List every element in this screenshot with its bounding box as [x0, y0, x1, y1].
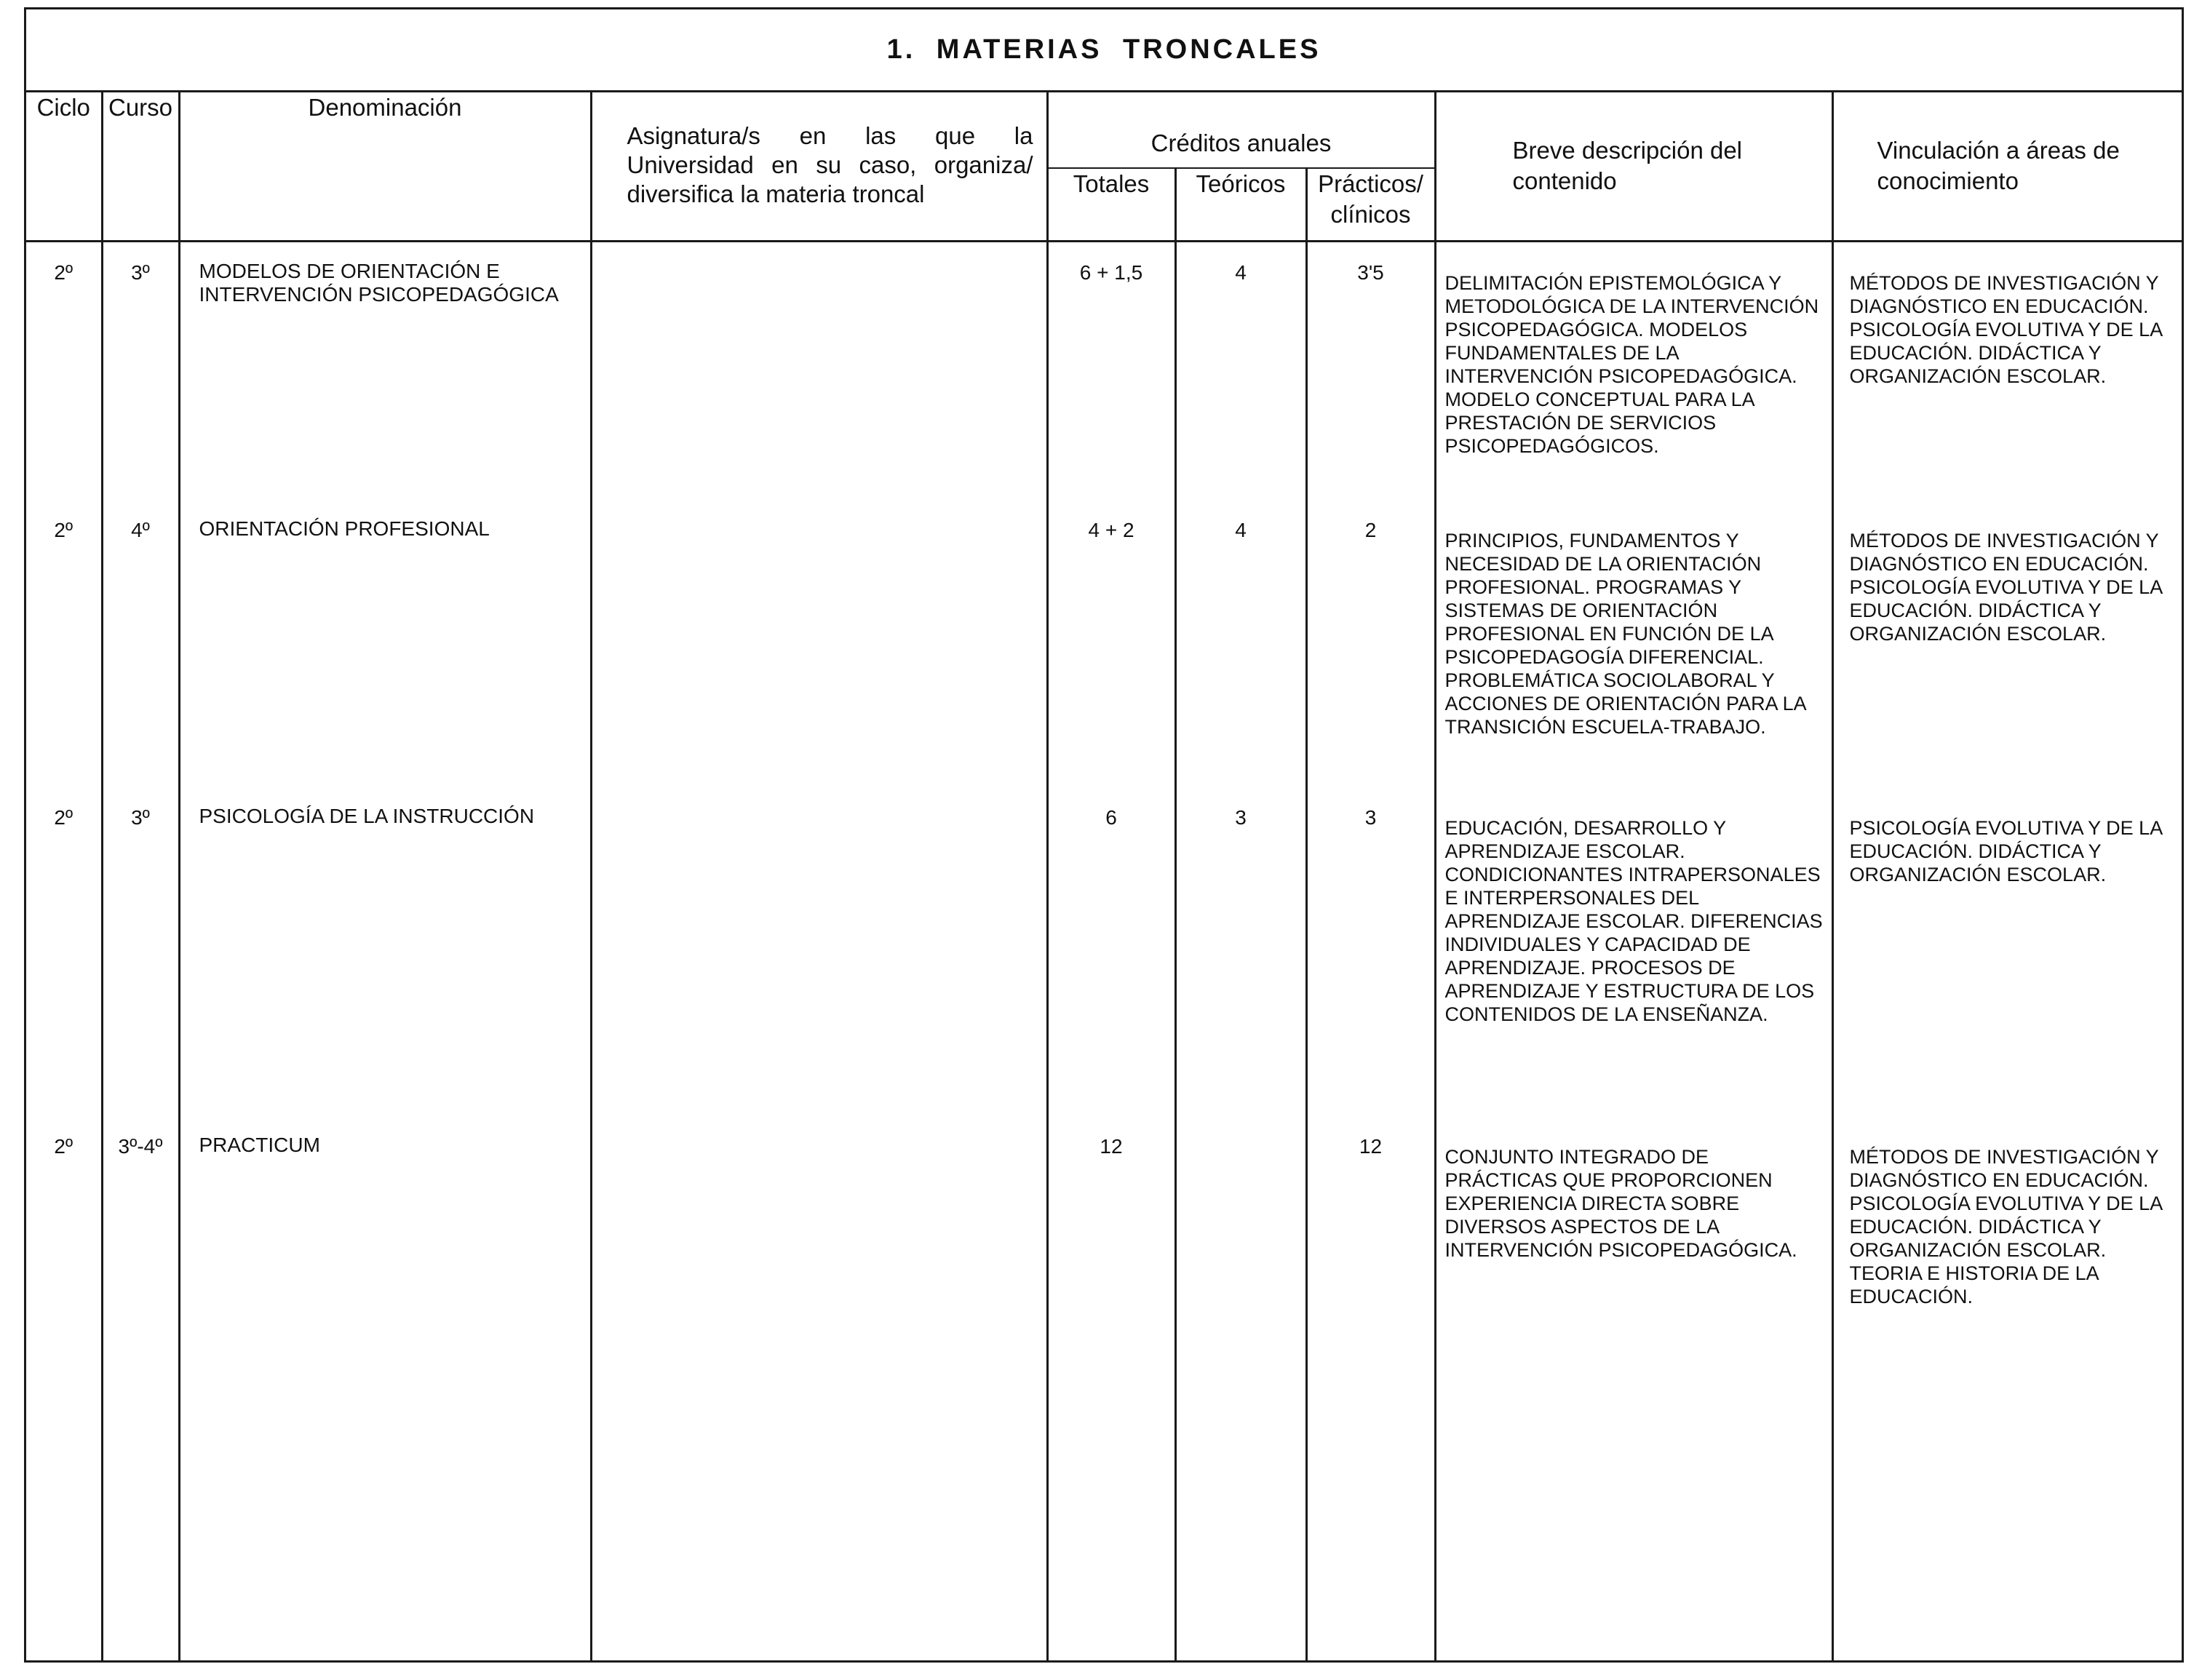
- cell-denominacion: ORIENTACIÓN PROFESIONAL: [179, 500, 591, 787]
- cell-asignatura: [591, 241, 1047, 500]
- cell-denominacion: PRACTICUM: [179, 1116, 591, 1660]
- page-title: 1. MATERIAS TRONCALES: [26, 9, 2182, 92]
- cell-practicos: 3: [1306, 787, 1435, 1116]
- cell-totales: 12: [1047, 1116, 1175, 1660]
- cell-totales: 6 + 1,5: [1047, 241, 1175, 500]
- cell-teoricos: 4: [1175, 241, 1306, 500]
- materias-troncales-form: [24, 7, 2184, 1663]
- table-row: [26, 787, 2182, 1116]
- cell-asignatura: [591, 500, 1047, 787]
- table-row: [26, 1116, 2182, 1660]
- cell-descripcion: PRINCIPIOS, FUNDAMENTOS Y NECESIDAD DE LA ORIENTACIÓN PROFESIONAL. PROGRAMAS Y SISTEMAS DE ORIENTACIÓN PROFESIONAL EN FUNCIÓN DE LA PSICOPEDAGOGÍA DIFERENCIAL. PROBLEMÁTICA SOCIOLABORAL Y ACCIONES DE ORIENTACIÓN PARA LA TRANSICIÓN ESCUELA-TRABAJO.: [1435, 500, 1832, 787]
- cell-teoricos: 4: [1175, 500, 1306, 787]
- cell-practicos: 12: [1306, 1116, 1435, 1660]
- cell-practicos: 2: [1306, 500, 1435, 787]
- cell-vinculacion: MÉTODOS DE INVESTIGACIÓN Y DIAGNÓSTICO EN EDUCACIÓN. PSICOLOGÍA EVOLUTIVA Y DE LA EDUCACIÓN. DIDÁCTICA Y ORGANIZACIÓN ESCOLAR.: [1832, 500, 2182, 787]
- cell-teoricos: 3: [1175, 787, 1306, 1116]
- header-ciclo: Ciclo: [26, 92, 102, 241]
- header-denominacion: Denominación: [179, 92, 591, 241]
- cell-asignatura: [591, 1116, 1047, 1660]
- cell-vinculacion: PSICOLOGÍA EVOLUTIVA Y DE LA EDUCACIÓN. DIDÁCTICA Y ORGANIZACIÓN ESCOLAR.: [1832, 787, 2182, 1116]
- header-vinculacion: Vinculación a áreas de conocimiento: [1832, 92, 2182, 241]
- cell-ciclo: 2º: [26, 241, 102, 500]
- cell-vinculacion: MÉTODOS DE INVESTIGACIÓN Y DIAGNÓSTICO EN EDUCACIÓN. PSICOLOGÍA EVOLUTIVA Y DE LA EDUCACIÓN. DIDÁCTICA Y ORGANIZACIÓN ESCOLAR.: [1832, 241, 2182, 500]
- cell-teoricos: [1175, 1116, 1306, 1660]
- cell-curso: 4º: [102, 500, 179, 787]
- table-row: [26, 241, 2182, 500]
- header-totales: Totales: [1047, 168, 1175, 241]
- cell-curso: 3º: [102, 241, 179, 500]
- cell-totales: 6: [1047, 787, 1175, 1116]
- cell-descripcion: CONJUNTO INTEGRADO DE PRÁCTICAS QUE PROPORCIONEN EXPERIENCIA DIRECTA SOBRE DIVERSOS ASPECTOS DE LA INTERVENCIÓN PSICOPEDAGÓGICA.: [1435, 1116, 1832, 1660]
- cell-ciclo: 2º: [26, 1116, 102, 1660]
- header-creditos-anuales: Créditos anuales: [1047, 92, 1435, 168]
- cell-denominacion: PSICOLOGÍA DE LA INSTRUCCIÓN: [179, 787, 591, 1116]
- cell-asignatura: [591, 787, 1047, 1116]
- cell-ciclo: 2º: [26, 500, 102, 787]
- cell-totales: 4 + 2: [1047, 500, 1175, 787]
- cell-denominacion: MODELOS DE ORIENTACIÓN E INTERVENCIÓN PSICOPEDAGÓGICA: [179, 241, 591, 500]
- cell-curso: 3º: [102, 787, 179, 1116]
- header-teoricos: Teóricos: [1175, 168, 1306, 241]
- materias-table: [26, 92, 2182, 1660]
- cell-descripcion: DELIMITACIÓN EPISTEMOLÓGICA Y METODOLÓGICA DE LA INTERVENCIÓN PSICOPEDAGÓGICA. MODELOS FUNDAMENTALES DE LA INTERVENCIÓN PSICOPEDAGÓGICA. MODELO CONCEPTUAL PARA LA PRESTACIÓN DE SERVICIOS PSICOPEDAGÓGICOS.: [1435, 241, 1832, 500]
- header-practicos: Prácticos/ clínicos: [1306, 168, 1435, 241]
- cell-curso: 3º-4º: [102, 1116, 179, 1660]
- cell-ciclo: 2º: [26, 787, 102, 1116]
- cell-descripcion: EDUCACIÓN, DESARROLLO Y APRENDIZAJE ESCOLAR. CONDICIONANTES INTRAPERSONALES E INTERPERSONALES DEL APRENDIZAJE ESCOLAR. DIFERENCIAS INDIVIDUALES Y CAPACIDAD DE APRENDIZAJE. PROCESOS DE APRENDIZAJE Y ESTRUCTURA DE LOS CONTENIDOS DE LA ENSEÑANZA.: [1435, 787, 1832, 1116]
- header-asignatura: Asignatura/s en las que la Universidad en su caso, organiza/ diversifica la materia troncal: [591, 92, 1047, 241]
- table-row: [26, 500, 2182, 787]
- cell-vinculacion: MÉTODOS DE INVESTIGACIÓN Y DIAGNÓSTICO EN EDUCACIÓN. PSICOLOGÍA EVOLUTIVA Y DE LA EDUCACIÓN. DIDÁCTICA Y ORGANIZACIÓN ESCOLAR. TEORIA E HISTORIA DE LA EDUCACIÓN.: [1832, 1116, 2182, 1660]
- header-descripcion: Breve descripción del contenido: [1435, 92, 1832, 241]
- cell-practicos: 3'5: [1306, 241, 1435, 500]
- header-curso: Curso: [102, 92, 179, 241]
